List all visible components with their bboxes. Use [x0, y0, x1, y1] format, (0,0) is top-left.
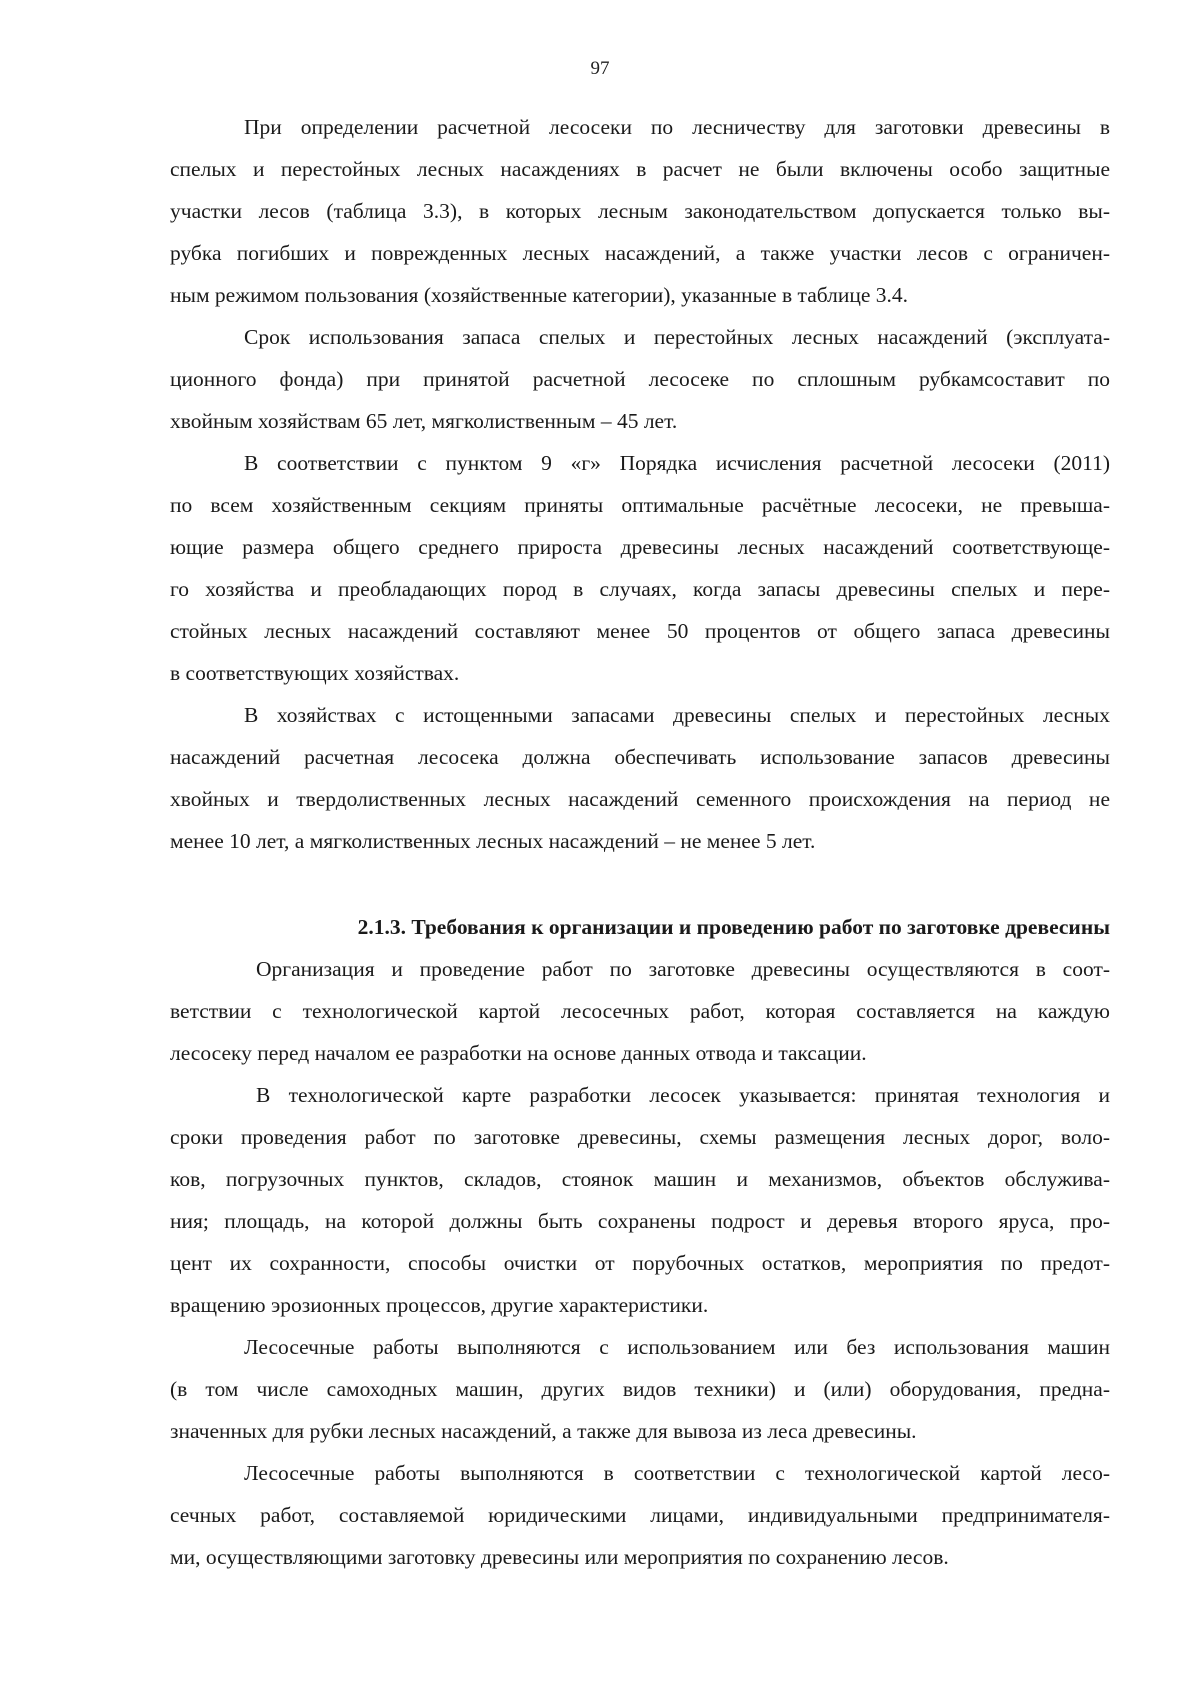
text-line: ционного фонда) при принятой расчетной лесосеке по сплошным рубкамсоставит по: [170, 367, 1110, 391]
text-line: сечных работ, составляемой юридическими лицами, индивидуальными предпринимателя-: [170, 1503, 1110, 1527]
text-line: цент их сохранности, способы очистки от порубочных остатков, мероприятия по предот-: [170, 1251, 1110, 1275]
text-line: рубка погибших и поврежденных лесных насаждений, а также участки лесов с ограничен-: [170, 241, 1110, 265]
text-line: менее 10 лет, а мягколиственных лесных насаждений – не менее 5 лет.: [170, 829, 816, 853]
section-heading: 2.1.3. Требования к организации и проведению работ по заготовке древесины: [357, 915, 1110, 939]
text-line: участки лесов (таблица 3.3), в которых лесным законодательством допускается только вы-: [170, 199, 1110, 223]
text-line: насаждений расчетная лесосека должна обеспечивать использование запасов древесины: [170, 745, 1110, 769]
page-number: 97: [590, 58, 610, 79]
text-line: ния; площадь, на которой должны быть сохранены подрост и деревья второго яруса, про-: [170, 1209, 1110, 1233]
text-line: Лесосечные работы выполняются в соответствии с технологической картой лесо-: [244, 1461, 1110, 1485]
text-line: по всем хозяйственным секциям приняты оптимальные расчётные лесосеки, не превыша-: [170, 493, 1110, 517]
text-line: Организация и проведение работ по заготовке древесины осуществляются в соот-: [256, 957, 1110, 981]
text-line: ющие размера общего среднего прироста древесины лесных насаждений соответствующе-: [170, 535, 1110, 559]
text-line: При определении расчетной лесосеки по лесничеству для заготовки древесины в: [244, 115, 1110, 139]
text-line: вращению эрозионных процессов, другие характеристики.: [170, 1293, 709, 1317]
text-line: Лесосечные работы выполняются с использованием или без использования машин: [244, 1335, 1110, 1359]
text-line: ветствии с технологической картой лесосечных работ, которая составляется на каждую: [170, 999, 1110, 1023]
text-line: го хозяйства и преобладающих пород в случаях, когда запасы древесины спелых и пере-: [170, 577, 1110, 601]
text-line: В технологической карте разработки лесосек указывается: принятая технология и: [256, 1083, 1110, 1107]
text-line: значенных для рубки лесных насаждений, а также для вывоза из леса древесины.: [170, 1419, 917, 1443]
text-line: ми, осуществляющими заготовку древесины или мероприятия по сохранению лесов.: [170, 1545, 949, 1569]
text-line: лесосеку перед началом ее разработки на основе данных отвода и таксации.: [170, 1041, 867, 1065]
text-line: хвойным хозяйствам 65 лет, мягколиственным – 45 лет.: [170, 409, 678, 433]
text-line: хвойных и твердолиственных лесных насаждений семенного происхождения на период не: [170, 787, 1110, 811]
text-line: стойных лесных насаждений составляют менее 50 процентов от общего запаса древесины: [170, 619, 1110, 643]
text-line: спелых и перестойных лесных насаждениях в расчет не были включены особо защитные: [170, 157, 1110, 181]
text-line: (в том числе самоходных машин, других видов техники) и (или) оборудования, предна-: [170, 1377, 1110, 1401]
text-line: ков, погрузочных пунктов, складов, стоянок машин и механизмов, объектов обслужива-: [170, 1167, 1110, 1191]
text-line: сроки проведения работ по заготовке древесины, схемы размещения лесных дорог, воло-: [170, 1125, 1110, 1149]
text-line: В соответствии с пунктом 9 «г» Порядка исчисления расчетной лесосеки (2011): [244, 451, 1110, 475]
text-line: В хозяйствах с истощенными запасами древесины спелых и перестойных лесных: [244, 703, 1110, 727]
text-line: Срок использования запаса спелых и перестойных лесных насаждений (эксплуата-: [244, 325, 1110, 349]
text-line: в соответствующих хозяйствах.: [170, 661, 460, 685]
text-line: ным режимом пользования (хозяйственные категории), указанные в таблице 3.4.: [170, 283, 909, 307]
